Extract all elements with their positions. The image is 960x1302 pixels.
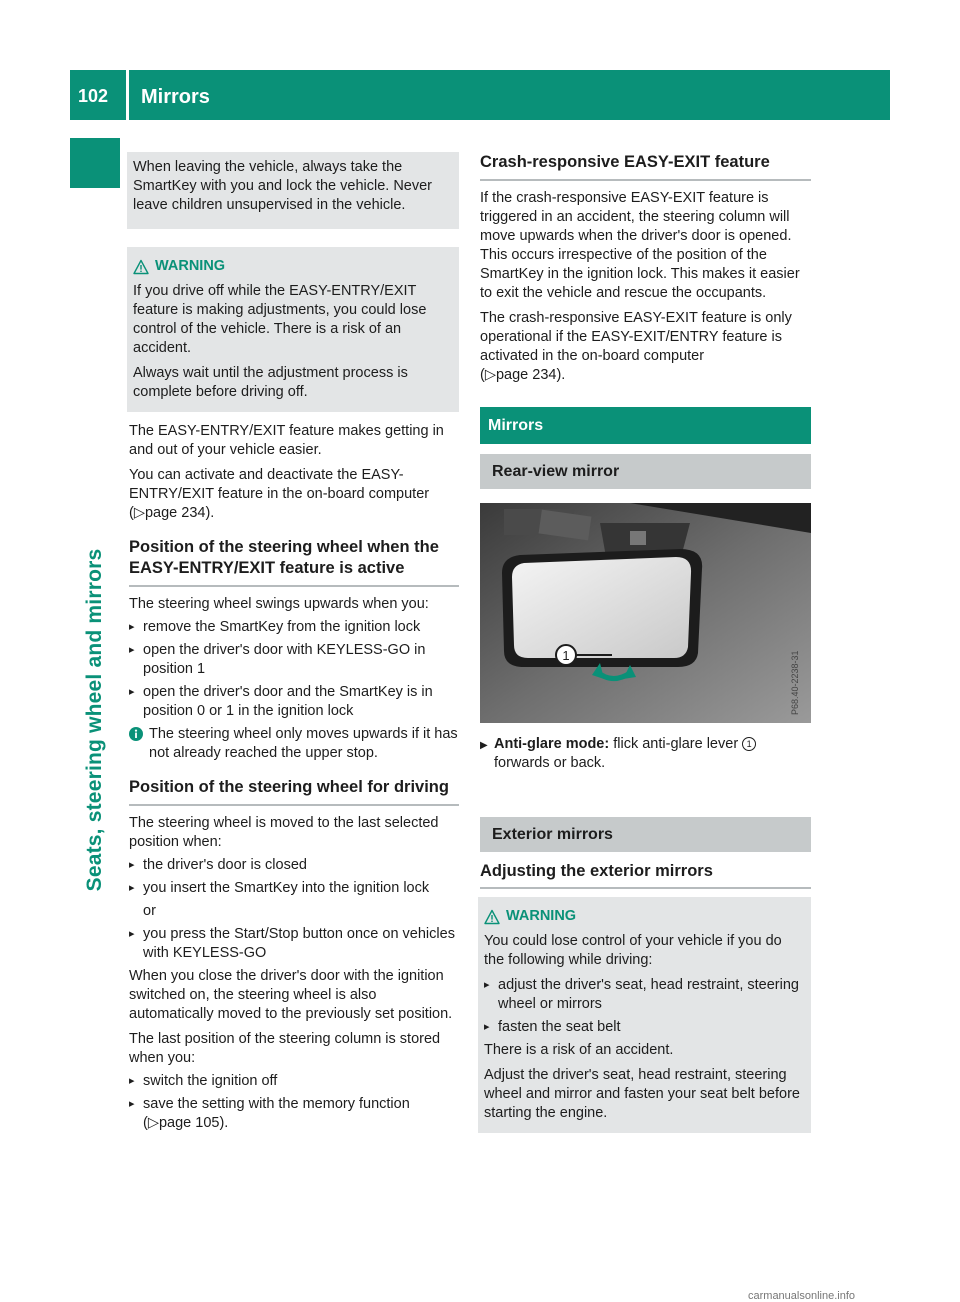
- list-item: ▸ adjust the driver's seat, head restraint, steering wheel or mirrors: [484, 976, 803, 1014]
- figure-code: P68.40-2238-31: [790, 650, 800, 715]
- list-item-or: or: [143, 903, 156, 919]
- note-text: When leaving the vehicle, always take the SmartKey with you and lock the vehicle. Never leave children unsupervised in the vehicle.: [133, 159, 432, 213]
- heading-active: Position of the steering wheel when the EASY-ENTRY/EXIT feature is active: [129, 537, 459, 587]
- driving-text-2: The last position of the steering column is stored when you:: [129, 1031, 441, 1066]
- list-item-text: save the setting with the memory function: [143, 1096, 410, 1112]
- heading-adjusting: Adjusting the exterior mirrors: [480, 862, 811, 889]
- right-column: [480, 152, 811, 1143]
- heading-driving: Position of the steering wheel for driving: [129, 777, 459, 806]
- warning-list: [484, 976, 803, 1037]
- active-list: [129, 618, 459, 721]
- warning-title: WARNING: [155, 258, 226, 274]
- warning-text-2: Always wait until the adjustment process is complete before driving off.: [133, 365, 408, 400]
- side-tab-block: [70, 138, 120, 188]
- warning-text-2: There is a risk of an accident.: [484, 1042, 674, 1058]
- info-note: [129, 725, 459, 763]
- intro-text-1: The EASY-ENTRY/EXIT feature makes getting in and out of your vehicle easier.: [129, 423, 444, 458]
- warning-box: [478, 897, 811, 1133]
- header-divider: [126, 70, 129, 120]
- warning-heading: [484, 907, 803, 926]
- stored-list: [129, 1072, 459, 1133]
- crash-text-2-body: The crash-responsive EASY-EXIT feature is only operational if the EASY-EXIT/ENTRY feature is activated in the on-board computer: [480, 310, 792, 364]
- driving-list-2: [129, 925, 459, 963]
- crash-text-2: [480, 309, 811, 385]
- driving-list: [129, 856, 459, 898]
- watermark: carmanualsonline.info: [748, 1290, 856, 1302]
- list-item: ▸ remove the SmartKey from the ignition lock: [129, 618, 459, 637]
- warning-text-1: If you drive off while the EASY-ENTRY/EXIT feature is making adjustments, you could lose control of the vehicle. There is a risk of an accident.: [133, 283, 427, 356]
- warning-title: WARNING: [506, 908, 577, 924]
- page-ref-link[interactable]: (▷ page 234 ).: [129, 505, 214, 521]
- warning-triangle-icon: [133, 259, 149, 275]
- section-heading: Mirrors: [480, 407, 811, 444]
- driving-intro: The steering wheel is moved to the last selected position when:: [129, 815, 439, 850]
- info-text: The steering wheel only moves upwards if it has not already reached the upper stop.: [149, 726, 458, 761]
- info-icon: [129, 727, 143, 741]
- action-label: Anti-glare mode:: [494, 736, 610, 752]
- warning-triangle-icon: [484, 909, 500, 925]
- list-item: ▸ switch the ignition off: [129, 1072, 459, 1091]
- list-item: ▸ open the driver's door with KEYLESS-GO in position 1: [129, 641, 459, 679]
- figure-callout: 1: [562, 648, 570, 663]
- list-item: ▸ you insert the SmartKey into the ignition lock: [129, 879, 459, 898]
- rear-view-mirror-figure: [480, 503, 811, 723]
- list-item: ▸ fasten the seat belt: [484, 1018, 803, 1037]
- action-text-b: forwards or back.: [494, 755, 606, 771]
- callout-1: 1: [742, 737, 756, 751]
- crash-text-1: If the crash-responsive EASY-EXIT feature is triggered in an accident, the steering column will move upwards when the driver's door is opened. This occurs irrespective of the position of the SmartKey in the ignition lock. This makes it easier to exit the vehicle and rescue the occupants.: [480, 190, 800, 301]
- list-item: ▸ open the driver's door and the SmartKey is in position 0 or 1 in the ignition lock: [129, 683, 459, 721]
- subsection-exterior: Exterior mirrors: [480, 817, 811, 852]
- warning-text-3: Adjust the driver's seat, head restraint, steering wheel and mirror and fasten your seat belt before starting the engine.: [484, 1067, 800, 1121]
- heading-crash: Crash-responsive EASY-EXIT feature: [480, 152, 811, 181]
- intro-text-2-body: You can activate and deactivate the EASY-ENTRY/EXIT feature in the on-board computer: [129, 467, 430, 502]
- side-tab-label: Seats, steering wheel and mirrors: [83, 548, 106, 892]
- action-step: [480, 735, 811, 773]
- page-ref-link[interactable]: (▷ page 234 ).: [480, 367, 565, 383]
- intro-text-2: [129, 466, 459, 523]
- active-intro: The steering wheel swings upwards when you:: [129, 596, 429, 612]
- warning-heading: [133, 257, 451, 276]
- note-box: [127, 152, 459, 229]
- action-text-a: flick anti-glare lever: [613, 736, 739, 752]
- warning-box: [127, 247, 459, 412]
- left-column: [129, 152, 459, 1137]
- subsection-rear-view: Rear-view mirror: [480, 454, 811, 489]
- list-item: [129, 1095, 459, 1133]
- list-item: ▸ the driver's door is closed: [129, 856, 459, 875]
- driving-text-1: When you close the driver's door with the ignition switched on, the steering wheel is also automatically moved to the previously set position.: [129, 968, 453, 1022]
- warning-text-1: You could lose control of your vehicle if you do the following while driving:: [484, 933, 782, 968]
- page-ref-link[interactable]: (▷ page 105 ).: [143, 1115, 228, 1131]
- list-item: ▸ you press the Start/Stop button once on vehicles with KEYLESS-GO: [129, 925, 459, 963]
- page-title: Mirrors: [141, 86, 210, 108]
- page-number: 102: [78, 86, 109, 106]
